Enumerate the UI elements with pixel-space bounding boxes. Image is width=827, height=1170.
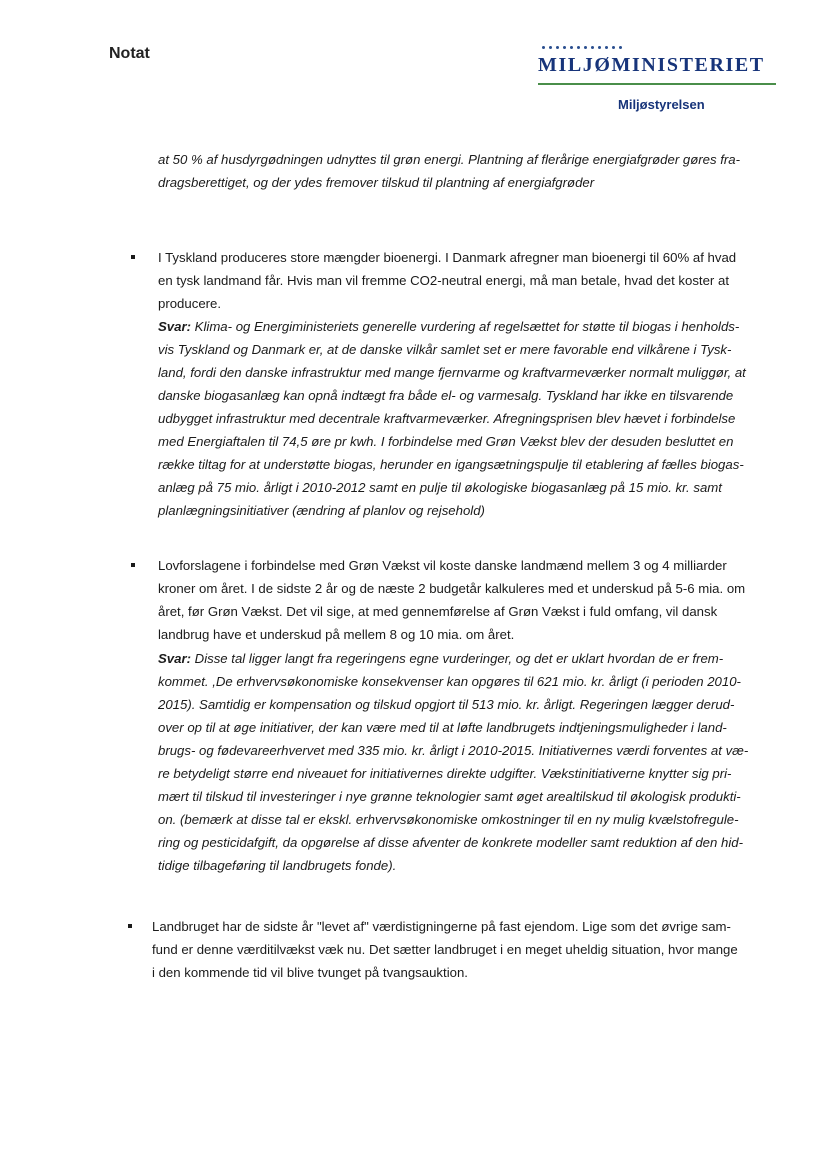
text-line: året, før Grøn Vækst. Det vil sige, at med gennemførelse af Grøn Vækst i fuld omfang, vil dansk	[158, 604, 718, 619]
text-line: over op til at øge initiativer, der kan være med til at løfte landbrugets indtjeningsmuligheder i land-	[158, 720, 727, 735]
text-line: danske biogasanlæg kan opnå indtægt fra både el- og varmesalg. Tyskland har ikke en tilsvarende	[158, 388, 734, 403]
text-line: land, fordi den danske infrastruktur med mange fjernvarme og kraftvarmeværker normalt muliggør, at	[158, 365, 746, 380]
document-type-label: Notat	[109, 45, 150, 62]
text-line: med Energiaftalen til 74,5 øre pr kwh. I forbindelse med Grøn Vækst blev der desuden besluttet en	[158, 434, 734, 449]
bullet-statement-3	[152, 915, 772, 984]
text-line: planlægningsinitiativer (ændring af planlov og rejsehold)	[158, 503, 485, 518]
text-line: udbygget infrastruktur med decentrale kraftvarmeværker. Afregningsprisen blev hævet i forbindelse	[158, 411, 736, 426]
text-line	[158, 315, 778, 338]
text-line: 2015). Samtidig er kompensation og tilskud opgjort til 513 mio. kr. årligt. Regeringen lægger derud-	[158, 697, 735, 712]
text-line: on. (bemærk at disse tal er ekskl. erhvervsøkonomiske omkostninger til en ny mulig kvælstofregule-	[158, 812, 739, 827]
text-line: vis Tyskland og Danmark er, at de danske vilkår samlet set er mere favorable end vilkårene i Tysk-	[158, 342, 732, 357]
bullet-statement-2	[158, 554, 778, 646]
text-line: landbrug have et underskud på mellem 8 og 10 mia. om året.	[158, 627, 515, 642]
text-line: ring og pesticidafgift, da opgørelse af disse afventer de konkrete modeller samt reduktion af den hid-	[158, 835, 743, 850]
text-line: dragsberettiget, og der ydes fremover tilskud til plantning af energiafgrøder	[158, 175, 595, 190]
text-line: at 50 % af husdyrgødningen udnyttes til grøn energi. Plantning af flerårige energiafgrøder gøres fra-	[158, 152, 741, 167]
ministry-logo	[538, 46, 778, 116]
text-line	[158, 647, 778, 670]
logo-rule	[538, 83, 776, 85]
answer-text: Disse tal ligger langt fra regeringens egne vurderinger, og det er uklart hvordan de er frem-	[191, 651, 724, 666]
text-line: re betydeligt større end niveauet for initiativernes direkte udgifter. Vækstinitiativerne knytter sig pri-	[158, 766, 732, 781]
text-line: producere.	[158, 296, 222, 311]
text-line: i den kommende tid vil blive tvunget på tvangsauktion.	[152, 965, 468, 980]
text-line: Landbruget har de sidste år "levet af" værdistigningerne på fast ejendom. Lige som det øvrige sam-	[152, 919, 731, 934]
text-line: mært til tilskud til investeringer i nye grønne teknologier samt øget arealtilskud til økologisk produkti-	[158, 789, 741, 804]
bullet-answer-2	[158, 647, 778, 877]
logo-ministry-name: MILJØMINISTERIET	[538, 54, 765, 76]
bullet-answer-1	[158, 315, 778, 522]
answer-label: Svar:	[158, 651, 191, 666]
text-line: I Tyskland produceres store mængder bioenergi. I Danmark afregner man bioenergi til 60% af hvad	[158, 250, 737, 265]
text-line: tidige tilbageføring til landbrugets fonde).	[158, 858, 397, 873]
answer-text: Klima- og Energiministeriets generelle vurdering af regelsættet for støtte til biogas i henholds-	[191, 319, 740, 334]
text-line: brugs- og fødevareerhvervet med 335 mio. kr. årligt i 2010-2015. Initiativernes værdi forventes at væ-	[158, 743, 749, 758]
bullet-statement-1	[158, 246, 778, 315]
text-line: Lovforslagene i forbindelse med Grøn Vækst vil koste danske landmænd mellem 3 og 4 milliarder	[158, 558, 727, 573]
text-line: kroner om året. I de sidste 2 år og de næste 2 budgetår kalkuleres med et underskud på 5-6 mia. om	[158, 581, 746, 596]
logo-dots	[542, 46, 622, 49]
logo-agency-name: Miljøstyrelsen	[618, 97, 705, 112]
text-line: række tiltag for at understøtte biogas, herunder en igangsætningspulje til etablering af fælles biogas-	[158, 457, 744, 472]
bullet-marker	[131, 255, 135, 259]
bullet-marker	[128, 924, 132, 928]
text-line: anlæg på 75 mio. årligt i 2010-2012 samt en pulje til økologiske biogasanlæg på 15 mio. kr. samt	[158, 480, 722, 495]
text-line: en tysk landmand får. Hvis man vil fremme CO2-neutral energi, må man betale, hvad det koster at	[158, 273, 729, 288]
text-line: fund er denne værditilvækst væk nu. Det sætter landbruget i en meget uheldig situation, hvor mange	[152, 942, 738, 957]
text-line: kommet. ,De erhvervsøkonomiske konsekvenser kan opgøres til 621 mio. kr. årligt (i perioden 2010-	[158, 674, 741, 689]
answer-label: Svar:	[158, 319, 191, 334]
intro-paragraph	[158, 148, 778, 194]
bullet-marker	[131, 563, 135, 567]
